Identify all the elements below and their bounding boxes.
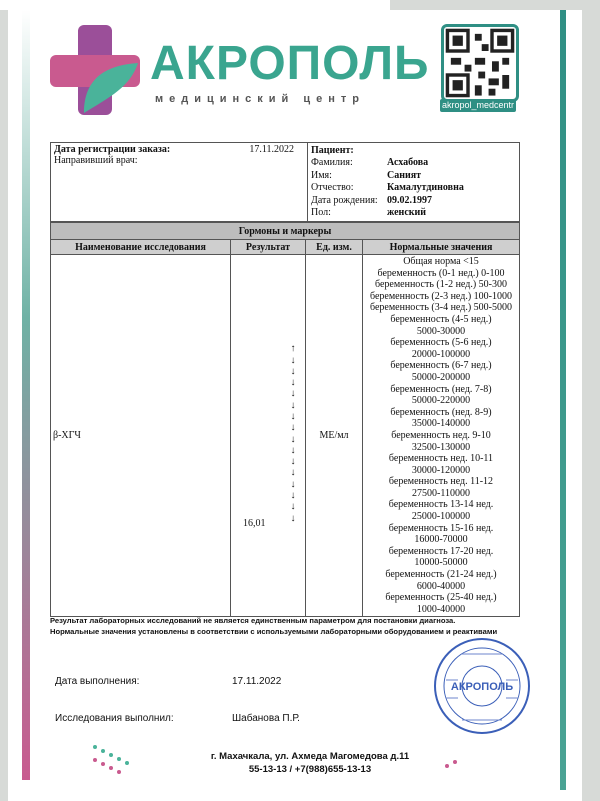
arrow-down-icon: ↓ [290,490,296,502]
qr-code-icon[interactable] [441,24,519,102]
reg-date-label: Дата регистрации заказа: [54,144,171,155]
patient-field-birthdate: Дата рождения: 09.02.1997 [311,194,432,206]
normal-value-line: беременность (нед. 7-8) [390,383,492,395]
normal-value-line: 27500-110000 [412,487,470,499]
normal-value-line: беременность нед. 9-10 [391,429,491,441]
trend-arrows [285,343,301,524]
reference-note: Нормальные значения установлены в соответствии с используемыми лабораторными оборудованием и реактивами [50,627,498,636]
table-row [51,255,520,617]
section-title: Гормоны и маркеры [51,223,520,240]
result-cell [231,255,306,617]
normal-value-line: беременность (4-5 нед.) [390,313,492,325]
normal-value-line: беременность 17-20 нед. [388,545,494,557]
arrow-down-icon: ↓ [290,478,296,490]
top-border [0,0,390,10]
normal-value-line: 30000-120000 [411,464,471,476]
normal-value-line: беременность 15-16 нед. [388,522,494,534]
patient-field-surname: Фамилия: Асхабова [311,157,429,168]
normal-value-line: Общая норма <15 [403,256,479,267]
patient-field-patronymic: Отчество: Камалутдиновна [311,182,464,193]
test-name: β-ХГЧ [51,255,231,617]
arrow-down-icon: ↓ [290,467,296,479]
result-value: 16,01 [243,518,266,530]
normal-value-line: беременность (25-40 нед.) [385,592,497,604]
arrow-down-icon: ↓ [290,410,296,422]
patient-label: Пациент: [311,145,354,156]
col-header-norms: Нормальные значения [363,240,520,255]
arrow-up-icon: ↑ [290,343,296,355]
normal-values [363,255,520,617]
qr-handle-label: akropol_medcentr [441,100,515,110]
performer-label: Исследования выполнил: [55,713,174,724]
normal-value-line: беременность (1-2 нед.) 50-300 [375,279,507,291]
normal-value-line: беременность (6-7 нед.) [390,360,492,372]
patient-field-name: Имя: Саният [311,169,422,181]
stamp-text: АКРОПОЛЬ [450,681,514,693]
normal-value-line: 5000-30000 [416,325,466,337]
col-header-unit: Ед. изм. [306,240,363,255]
footer-phones: 55-13-13 / +7(988)655-13-13 [248,764,372,775]
normal-value-line: 32500-130000 [411,441,471,453]
normal-value-line: 6000-40000 [416,580,466,592]
normal-value-line: 35000-140000 [411,418,471,430]
normal-value-line: беременность 13-14 нед. [388,499,494,511]
normal-value-line: 50000-220000 [411,395,471,407]
arrow-down-icon: ↓ [290,433,296,445]
arrow-down-icon: ↓ [290,365,296,377]
arrow-down-icon: ↓ [290,399,296,411]
disclaimer-note: Результат лабораторных исследований не является единственным параметром для постановки диагноза. [50,616,456,625]
normal-value-line: беременность (5-6 нед.) [390,337,492,349]
normal-value-line: 1000-40000 [416,603,466,615]
arrow-down-icon: ↓ [290,512,296,524]
footer-address: г. Махачкала, ул. Ахмеда Магомедова д.11 [210,751,410,762]
arrow-down-icon: ↓ [290,388,296,400]
arrow-down-icon: ↓ [290,354,296,366]
col-header-result: Результат [231,240,306,255]
clinic-logo-subtitle: медицинский центр [155,93,366,105]
normal-value-line: беременность (0-1 нед.) 0-100 [377,267,505,279]
right-accent-bar [560,10,566,790]
arrow-down-icon: ↓ [290,501,296,513]
arrow-down-icon: ↓ [290,456,296,468]
normal-value-line: 50000-200000 [411,371,471,383]
performer-name: Шабанова П.Р. [232,713,300,724]
completion-date-label: Дата выполнения: [55,676,140,687]
normal-value-line: беременность нед. 11-12 [388,476,494,488]
normal-value-line: беременность (3-4 нед.) 500-5000 [370,302,512,314]
normal-value-line: беременность нед. 10-11 [388,453,494,465]
arrow-down-icon: ↓ [290,444,296,456]
normal-value-line: 25000-100000 [411,511,471,523]
arrow-down-icon: ↓ [290,422,296,434]
order-info-table [50,142,520,222]
normal-value-line: беременность (2-3 нед.) 100-1000 [370,290,512,302]
col-header-test: Наименование исследования [51,240,231,255]
normal-value-line: беременность (21-24 нед.) [385,569,497,581]
medical-cross-logo-icon [50,25,140,115]
result-unit: МЕ/мл [306,255,363,617]
clinic-seal-stamp [432,636,532,736]
results-table [50,222,520,617]
referring-doctor-label: Направивший врач: [54,155,138,166]
clinic-logo-name: АКРОПОЛЬ [150,37,430,90]
normal-value-line: 20000-100000 [411,348,471,360]
arrow-down-icon: ↓ [290,377,296,389]
normal-value-line: 10000-50000 [414,557,468,569]
completion-date-value: 17.11.2022 [232,676,282,687]
normal-value-line: 16000-70000 [414,534,468,546]
normal-value-line: беременность (нед. 8-9) [390,406,492,418]
left-accent-bar [22,10,30,780]
reg-date-value: 17.11.2022 [249,144,294,155]
patient-field-sex: Пол: женский [311,207,427,218]
footer-dots-decoration [90,742,460,782]
